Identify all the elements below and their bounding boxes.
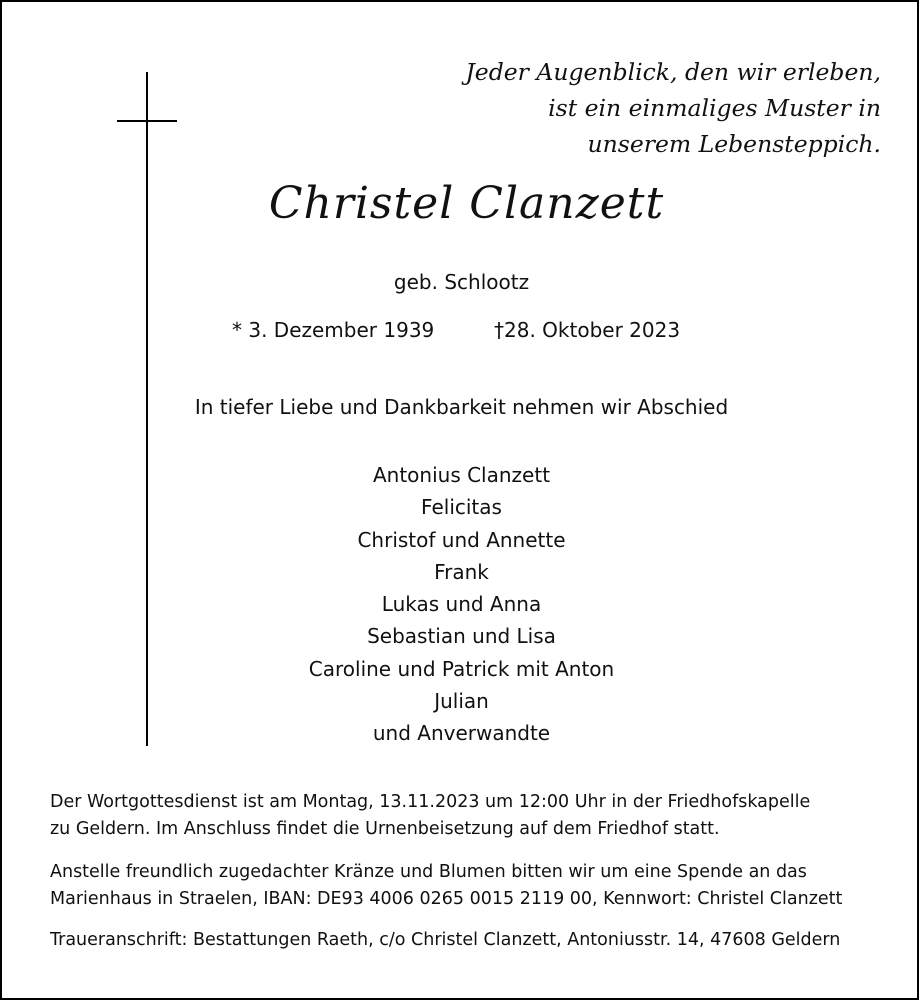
quote-line: ist ein einmaliges Muster in	[548, 94, 881, 122]
birth-date: * 3. Dezember 1939	[232, 318, 435, 342]
donation-line: Marienhaus in Straelen, IBAN: DE93 4006 0265 0015 2119 00, Kennwort: Christel Clanzett	[50, 889, 843, 909]
quote-line: unserem Lebensteppich.	[587, 130, 881, 158]
service-line: Der Wortgottesdienst ist am Montag, 13.11.2023 um 12:00 Uhr in der Friedhofskapelle	[50, 792, 811, 812]
deceased-name: Christel Clanzett	[268, 178, 665, 229]
service-line: zu Geldern. Im Anschluss findet die Urnenbeisetzung auf dem Friedhof statt.	[50, 819, 720, 839]
cross-horizontal-bar	[117, 120, 177, 122]
service-info	[50, 789, 810, 843]
quote-line: Jeder Augenblick, den wir erleben,	[465, 58, 881, 86]
donation-line: Anstelle freundlich zugedachter Kränze und Blumen bitten wir um eine Spende an das	[50, 862, 807, 882]
death-date: †28. Oktober 2023	[494, 318, 681, 342]
mourner: Julian	[434, 689, 489, 714]
mourners-list	[2, 459, 919, 750]
mourner: Frank	[434, 559, 489, 584]
mourner: Lukas und Anna	[381, 592, 542, 617]
donation-info	[50, 859, 842, 913]
mourner: Christof und Annette	[357, 527, 566, 552]
birth-name: geb. Schlootz	[393, 270, 530, 294]
mourner: Caroline und Patrick mit Anton	[308, 656, 615, 681]
mourning-address: Traueranschrift: Bestattungen Raeth, c/o Christel Clanzett, Antoniusstr. 14, 47608 Geldern	[50, 930, 841, 950]
quote	[465, 54, 881, 162]
mourner: Sebastian und Lisa	[367, 624, 556, 649]
mourner: Felicitas	[421, 495, 502, 520]
mourner: und Anverwandte	[372, 721, 551, 746]
mourner: Antonius Clanzett	[372, 463, 551, 487]
farewell-intro: In tiefer Liebe und Dankbarkeit nehmen wir Abschied	[194, 395, 729, 419]
